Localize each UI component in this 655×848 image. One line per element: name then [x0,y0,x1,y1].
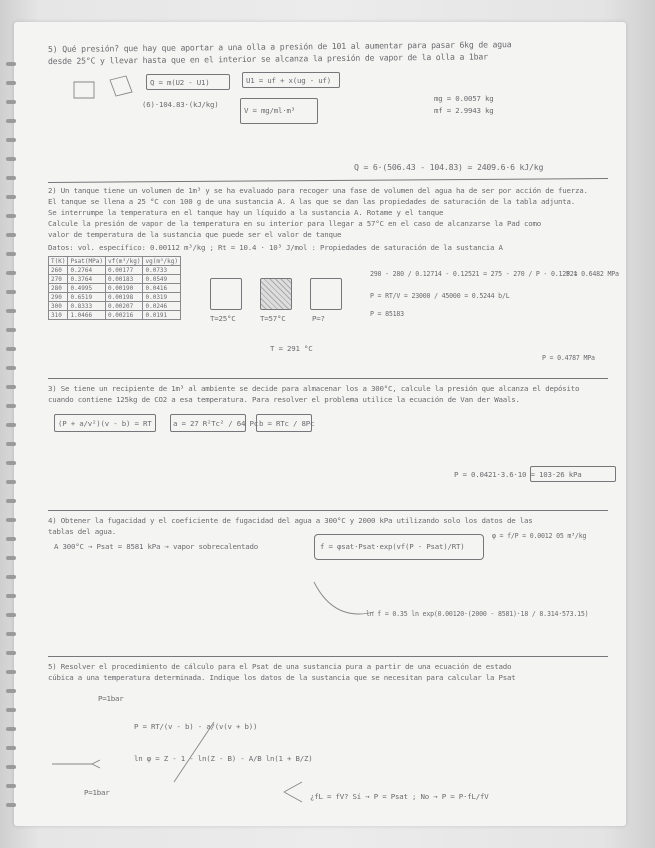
table-cell: 310 [49,311,68,320]
fugacity-coefficient-eq: ln φ = Z - 1 - ln(Z - B) - A/B ln(1 + B/Z) [134,754,313,763]
parameter-a-eq: a = 27 R²Tc² / 64 Pc [173,419,258,428]
state-b-label: P=1bar [84,788,110,797]
pen-stroke [74,82,94,98]
problem-2-data: Datos: vol. específico: 0.00112 m³/kg ; Rt = 10.4 · 10³ J/mol : Propiedades de saturación de la sustancia A [48,243,503,252]
table-cell: 0.00190 [105,284,143,293]
table-cell: 0.0319 [143,293,181,302]
state-a-label: P=1bar [98,694,124,703]
problem-3-statement: 3) Se tiene un recipiente de 1m³ al ambiente se decide para almacenar los a 300°C, calcule la presión que alcanza el depósito [48,384,580,393]
table-cell: 0.0549 [143,275,181,284]
cubic-eos: P = RT/(v - b) - a/(v(v + b)) [134,722,258,731]
problem-1-statement: 5) Qué presión? que hay que aportar a una olla a presión de 101 al aumentar para pasar 6kg de agua [47,39,512,54]
problem-5-statement-cont: cúbica a una temperatura determinada. Indique los datos de la sustancia que se necesitan para calcular la Psat [48,673,516,682]
problem-2-statement: 2) Un tanque tiene un volumen de 1m³ y se ha evaluado para recoger una fase de volumen del agua ha de ser por acción de fuerza. [48,186,588,195]
problem-2-statement-cont: valor de temperatura de la sustancia que puede ser el valor de tanque [48,230,342,239]
temperature-result: T = 291 °C [270,344,313,353]
problem-4-statement: 4) Obtener la fugacidad y el coeficiente de fugacidad del agua a 300°C y 2000 kPa utilizando solo los datos de las [48,516,533,525]
volume-eq: V = mg/ml·m³ [244,106,295,115]
tank-3-label: P=? [312,314,325,323]
handwriting-strokes [14,22,626,826]
table-header-cell: Psat(MPa) [68,257,106,266]
table-cell: 280 [49,284,68,293]
problem-4-statement-cont: tablas del agua. [48,527,116,536]
table-header-cell: vf(m³/kg) [105,257,143,266]
table-cell: 0.0733 [143,266,181,275]
table-cell: 0.2764 [68,266,106,275]
heat-result: Q = 6·(506.43 - 104.83) = 2409.6·6 kJ/kg [354,162,544,172]
problem-5-statement: 5) Resolver el procedimiento de cálculo para el Psat de una sustancia pura a partir de una ecuación de estado [48,662,512,671]
liquid-mass: mf = 2.9943 kg [434,106,494,115]
table-cell: 270 [49,275,68,284]
decision-rule: ¿fL = fV? Sí → P = Psat ; No → P = P·fL/fV [310,792,489,801]
fugacity-calc: ln f = 0.35 ln exp(0.00120·(2000 - 8581)·18 / 8.314·573.15) [366,610,589,618]
tank-2-label: T=57°C [260,314,286,323]
table-cell: 0.0416 [143,284,181,293]
table-cell: 260 [49,266,68,275]
problem-1-statement-cont: desde 25°C y llevar hasta que en el interior se alcanza la presión de vapor de la olla a 1bar [47,51,488,66]
parameter-b-eq: b = RTc / 8Pc [259,419,315,428]
table-cell: 0.6519 [68,293,106,302]
notebook-page [14,22,626,826]
saturation-check: A 300°C → Psat = 8581 kPa → vapor sobrecalentado [54,542,258,551]
table-cell: 0.4995 [68,284,106,293]
problem-2-statement-cont: El tanque se llena a 25 °C con 100 g de una sustancia A. A las que se dan las propiedades de saturación de la tabla adjunta. [48,197,575,206]
table-cell: 300 [49,302,68,311]
pressure-result-1: P = 0.6482 MPa [566,270,619,278]
table-cell: 0.00198 [105,293,143,302]
internal-energy-eq: U1 = uf + x(ug - uf) [246,76,331,85]
table-cell: 0.3764 [68,275,106,284]
table-cell: 0.00207 [105,302,143,311]
table-cell: 0.8333 [68,302,106,311]
fugacity-coefficient: φ = f/P = 0.0012 05 m³/kg [492,532,587,540]
problem-3-statement-cont: cuando contiene 125kg de CO2 a esa temperatura. Para resolver el problema utilice la ecuación de Van der Waals. [48,395,520,404]
table-cell: 290 [49,293,68,302]
pen-stroke [284,782,302,802]
pressure-value: P = 85183 [370,310,404,318]
table-header-cell: vg(m³/kg) [143,257,181,266]
ideal-gas-pressure: P = RT/V = 23000 / 45000 = 0.5244 b/L [370,292,510,300]
table-cell: 0.0191 [143,311,181,320]
table-cell: 0.0246 [143,302,181,311]
table-header-cell: T(K) [49,257,68,266]
table-cell: 0.00177 [105,266,143,275]
pressure-result-2: P = 0.4787 MPa [542,354,595,362]
pen-stroke [314,582,374,614]
interpolation-1: 290 - 280 / 0.12714 - 0.12521 = 275 - 270 / P - 0.12521 [370,270,578,278]
pen-stroke [110,76,132,96]
fugacity-eq: f = φsat·Psat·exp(vf(P - Psat)/RT) [320,542,465,551]
pen-stroke [174,722,214,782]
energy-value: (6)·104.83·(kJ/kg) [142,100,219,109]
problem-2-statement-cont: Se interrumpe la temperatura en el tanque hay un líquido a la sustancia A. Rotame y el tanque [48,208,444,217]
problem-2-statement-cont: Calcule la presión de vapor de la temperatura en su interior para llegar a 57°C en el caso de alcanzarse la Pad como [48,219,541,228]
table-cell: 0.00183 [105,275,143,284]
van-der-waals-eq: (P + a/v²)(v - b) = RT [58,419,152,428]
pen-stroke [52,760,100,768]
energy-balance-eq: Q = m(U2 - U1) [150,78,210,87]
vapor-mass: mg = 0.0057 kg [434,94,494,103]
tank-1-label: T=25°C [210,314,236,323]
vdw-result: P = 0.0421·3.6·10 = 103·26 kPa [454,470,582,479]
table-cell: 1.0466 [68,311,106,320]
table-cell: 0.00216 [105,311,143,320]
